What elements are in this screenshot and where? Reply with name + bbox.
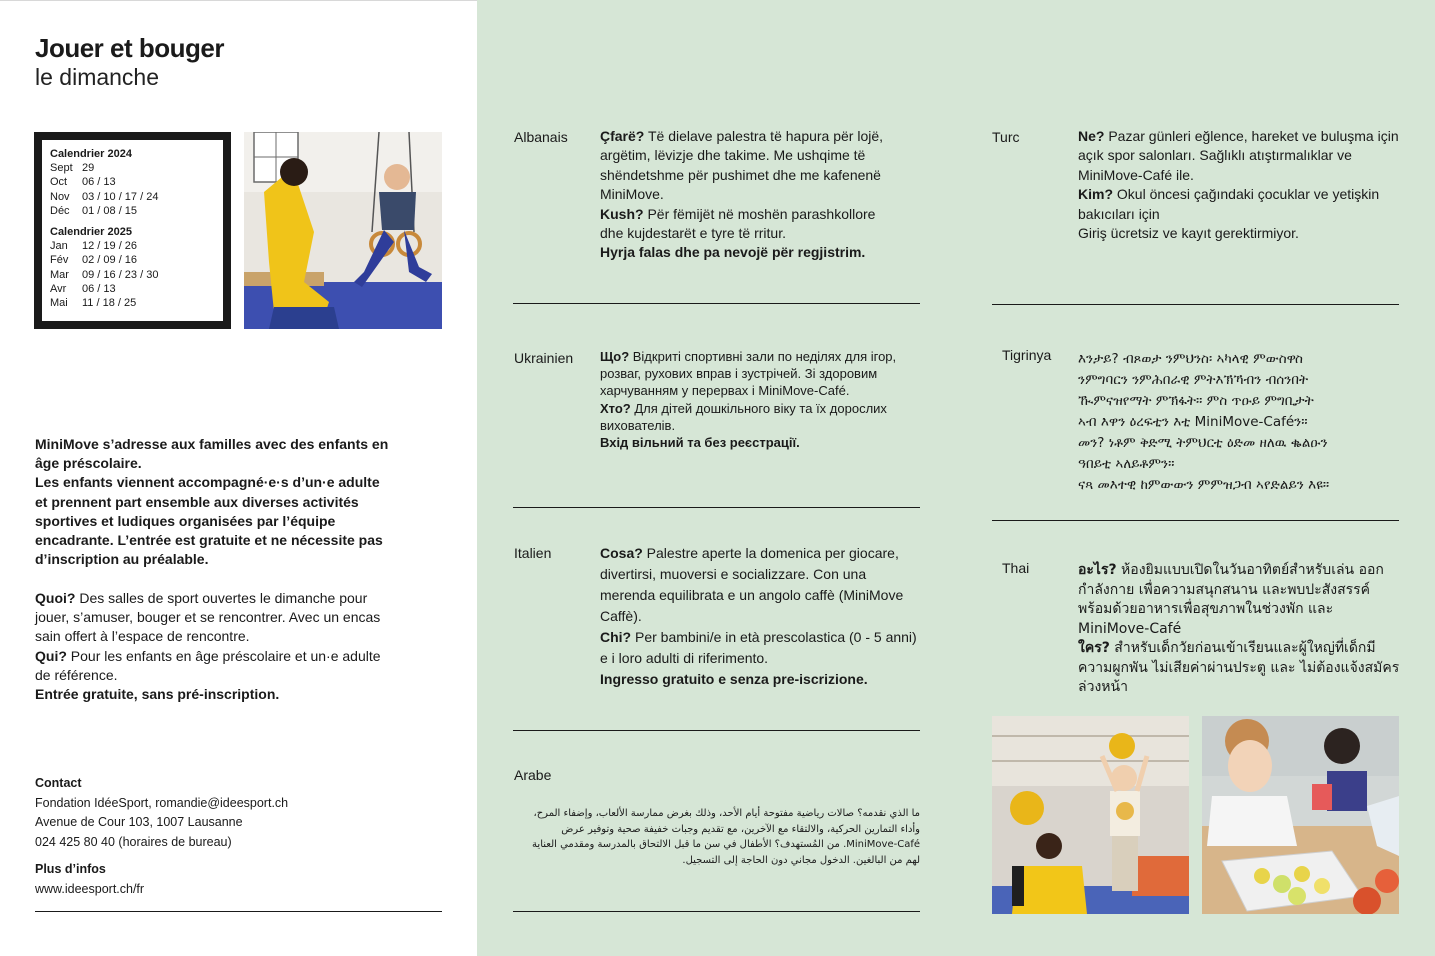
- tigrinya-line: እንታይ? ብጾወታ ንምህንስ፡ ኣካላዊ ምውስዋስ: [1078, 351, 1303, 367]
- divider-italien: [513, 730, 920, 731]
- lang-text-turc: [1078, 127, 1400, 243]
- tigrinya-line: ናጻ መእተዊ ከም‌ውውን ምምዝጋብ ኣየድልይን እዩ።: [1078, 477, 1330, 493]
- calendar-2025-title: Calendrier 2025: [50, 226, 132, 239]
- calendar-month: Sept: [50, 162, 73, 175]
- website-link[interactable]: www.ideesport.ch/fr: [35, 881, 145, 896]
- thai-t1: ห้องยิมแบบเปิดในวันอาทิตย์สำหรับเล่น ออกกำลังกาย เพื่อความสนุกสนาน และพบปะสังสรรค์ พร้อมด้วยอาหารเพื่อสุขภาพในช่วงพัก และ: [1078, 562, 1384, 617]
- albanais-q1: Çfarë?: [600, 128, 645, 144]
- calendar-dates: 06 / 13: [82, 176, 116, 189]
- tigrinya-line: ኣብ እዋን ዕረፍቲን እቲ MiniMove-Caféን።: [1078, 414, 1308, 430]
- calendar-dates: 11 / 18 / 25: [82, 297, 137, 310]
- qui-label: Qui?: [35, 647, 67, 664]
- thai-q2: ใคร?: [1078, 640, 1110, 656]
- calendar-row: [50, 282, 223, 296]
- intro-text: [35, 435, 395, 569]
- ukrainien-q2: Хто?: [600, 400, 631, 416]
- tigrinya-line: ንምግባርን ንምሕበራዊ ምትእኽኻብን ብሰንበት: [1078, 372, 1309, 388]
- calendar-dates: 06 / 13: [82, 282, 116, 295]
- ukrainien-free: [600, 434, 922, 451]
- calendar-row: [50, 268, 223, 282]
- calendar-month: Mar: [50, 268, 69, 281]
- lang-text-thai: [1078, 561, 1403, 698]
- intro-paragraph-2: Les enfants viennent accompagné·e·s d’un·e adulte et prennent part ensemble aux diverses activités sportives et ludiques organisées par l’équipe encadrante. L’entrée est gratuite et ne nécessite pas d’inscription au préalable.: [35, 474, 383, 568]
- italien-free: [600, 669, 922, 690]
- lang-label-turc: Turc: [992, 129, 1020, 145]
- ukrainien-what: [600, 348, 922, 400]
- thai-who: [1078, 639, 1403, 698]
- lang-text-arabe: ما الذي نقدمه؟ صالات رياضية مفتوحة أيام الأحد، وذلك بغرض ممارسة الألعاب، وإضفاء المرح، وأداء التمارين الحركية، والالتقاء مع الآخرين، مع تقديم وجبات خفيفة صحية وتوفير عرض MiniMove-Café. من المُستهدف؟ الأطفال في سن ما قبل الالتحاق بالمدرسة ومقدمي العناية لهم من البالغين. الدخول مجاني دون الحاجة إلى التسجيل.: [532, 808, 920, 866]
- lang-label-thai: Thai: [1002, 560, 1030, 576]
- photo-coach-with-balls: [992, 716, 1189, 914]
- turc-q2: Kim?: [1078, 186, 1113, 203]
- lang-text-ukrainien: [600, 348, 922, 451]
- turc-q1: Ne?: [1078, 128, 1105, 144]
- quoi-label: Quoi?: [35, 590, 76, 606]
- qui-line: [35, 647, 395, 685]
- turc-what: [1078, 127, 1400, 185]
- ukrainien-t1: Відкриті спортивні зали по неділях для ігор, розваг, рухових вправ і зустрічей. Зі здоровим харчуванням у перервах і MiniMove-Café.: [600, 349, 897, 399]
- italien-what: [600, 543, 922, 627]
- contact-line-1[interactable]: Fondation IdéeSport, romandie@ideesport.ch: [35, 795, 289, 810]
- calendar-month: Mai: [50, 297, 68, 310]
- calendar-dates: 03 / 10 / 17 / 24: [82, 190, 159, 203]
- italien-q2: Chi?: [600, 629, 632, 645]
- contact-line-3: 024 425 80 40 (horaires de bureau): [35, 834, 232, 849]
- albanais-free: [600, 243, 900, 262]
- intro-paragraph-1: MiniMove s’adresse aux familles avec des enfants en âge préscolaire.: [35, 436, 389, 472]
- divider-tigrinya: [992, 520, 1399, 521]
- calendar-month: Jan: [50, 240, 68, 253]
- lang-label-arabe: Arabe: [514, 767, 552, 783]
- italien-t2: Per bambini/e in età prescolastica (0 - 5 anni) e i loro adulti di riferimento.: [600, 629, 917, 666]
- contact-block: [35, 774, 435, 899]
- albanais-what: [600, 127, 900, 205]
- calendar-row: [50, 296, 223, 310]
- turc-who: [1078, 185, 1400, 224]
- calendar-row: [50, 239, 223, 253]
- lang-label-italien: Italien: [514, 545, 552, 561]
- qui-text: Pour les enfants en âge préscolaire et un·e adulte de référence.: [35, 647, 381, 683]
- ukrainien-t2: Для дітей дошкільного віку та їх дорослих вихователів.: [600, 400, 887, 433]
- calendar-2024-title: Calendrier 2024: [50, 148, 132, 160]
- calendar-row: [50, 253, 223, 267]
- details-text: [35, 589, 395, 704]
- calendar-row: [50, 204, 223, 218]
- thai-t2: สำหรับเด็กวัยก่อนเข้าเรียนและผู้ใหญ่ที่เด็กมีความผูกพัน ไม่เสียค่าผ่านประตู และ ไม่ต้องแจ้งสมัครล่วงหน้า: [1078, 640, 1400, 695]
- ukrainien-free-text: Вхід вільний та без реєстрації.: [600, 435, 800, 451]
- contact-spacer: [35, 852, 435, 860]
- lang-text-tigrinya: [1078, 349, 1403, 496]
- lang-label-ukrainien: Ukrainien: [514, 350, 574, 366]
- photo-children-eating: [1202, 716, 1399, 914]
- calendar-month: Déc: [50, 204, 70, 217]
- calendar-dates: 29: [82, 162, 95, 175]
- divider-arabe: [513, 911, 920, 912]
- contact-label: Contact: [35, 776, 82, 790]
- italien-t1: Palestre aperte la domenica per giocare, divertirsi, muoversi e socializzare. Con una merenda equilibrata e un angolo caffè (MiniMove Caffè).: [600, 545, 904, 624]
- tigrinya-line: ዓበይቲ ኣለይቶምን።: [1078, 456, 1175, 472]
- lang-text-albanais: [600, 127, 900, 263]
- calendar-month: Oct: [50, 176, 68, 189]
- page-subtitle: le dimanche: [35, 64, 160, 90]
- italien-who: [600, 627, 922, 669]
- more-info-label: Plus d’infos: [35, 862, 106, 876]
- lang-text-italien: [600, 543, 922, 690]
- contact-line-2: Avenue de Cour 103, 1007 Lausanne: [35, 815, 243, 829]
- thai-what: [1078, 561, 1403, 620]
- divider-ukrainien: [513, 507, 920, 508]
- albanais-t2: Për fëmijët në moshën parashkollore dhe kujdestarët e tyre të rritur.: [600, 205, 876, 242]
- page-title: Jouer et bouger: [35, 33, 224, 63]
- albanais-q2: Kush?: [600, 205, 644, 222]
- calendar-month: Fév: [50, 254, 69, 267]
- ukrainien-who: [600, 400, 922, 434]
- calendar-dates: 09 / 16 / 23 / 30: [82, 268, 159, 281]
- right-panel: [477, 0, 1435, 956]
- calendar-row: [50, 190, 223, 204]
- turc-t1: Pazar günleri eğlence, hareket ve buluşma için açık spor salonları. Sağlıklı atıştırmalıklar ve MiniMove-Café ile.: [1078, 128, 1399, 183]
- left-panel: [0, 0, 477, 956]
- italien-q1: Cosa?: [600, 545, 643, 561]
- entree-text: Entrée gratuite, sans pré-inscription.: [35, 686, 280, 703]
- albanais-free-text: Hyrja falas dhe pa nevojë për regjistrim.: [600, 244, 866, 261]
- divider-turc: [992, 304, 1399, 305]
- quoi-text: Des salles de sport ouvertes le dimanche pour jouer, s’amuser, bouger et se rencontrer. Avec un encas sain offert à l’espace de rencontre.: [35, 590, 381, 645]
- entree-line: [35, 685, 395, 704]
- calendar-row: [50, 175, 223, 189]
- ukrainien-q1: Що?: [600, 349, 630, 364]
- albanais-t1: Të dielave palestra të hapura për lojë, argëtim, lëvizje dhe takime. Me ushqime të shëndetshme për pushimet dhe me kafenenë MiniMove.: [600, 128, 884, 203]
- calendar-dates: 12 / 19 / 26: [82, 240, 138, 253]
- calendar-row: [50, 161, 223, 175]
- divider-albanais: [513, 303, 920, 304]
- photo-child-on-rings: [244, 132, 442, 329]
- quoi-line: [35, 589, 395, 647]
- italien-free-text: Ingresso gratuito e senza pre-iscrizione.: [600, 671, 868, 687]
- calendar-dates: 01 / 08 / 15: [82, 204, 138, 217]
- calendar-month: Nov: [50, 190, 70, 203]
- turc-free: Giriş ücretsiz ve kayıt gerektirmiyor.: [1078, 225, 1299, 242]
- thai-q1: อะไร?: [1078, 562, 1117, 578]
- turc-t2: Okul öncesi çağındaki çocuklar ve yetişkin bakıcıları için: [1078, 186, 1380, 222]
- calendar-month: Avr: [50, 282, 67, 295]
- left-divider: [35, 911, 442, 912]
- lang-label-tigrinya: Tigrinya: [1002, 347, 1052, 363]
- calendar-box: [34, 132, 231, 329]
- calendar-dates: 02 / 09 / 16: [82, 254, 138, 267]
- tigrinya-line: ዂምናዝየማት ምኽፋት። ምስ ጥዑይ ምግቢታት: [1078, 393, 1314, 409]
- thai-cafe: MiniMove-Café: [1078, 620, 1182, 637]
- albanais-who: [600, 205, 900, 244]
- lang-label-albanais: Albanais: [514, 129, 568, 145]
- tigrinya-line: መን? ነቶም ቅድሚ ትምህርቲ ዕድመ ዘለዉ ቈልዑን: [1078, 435, 1328, 451]
